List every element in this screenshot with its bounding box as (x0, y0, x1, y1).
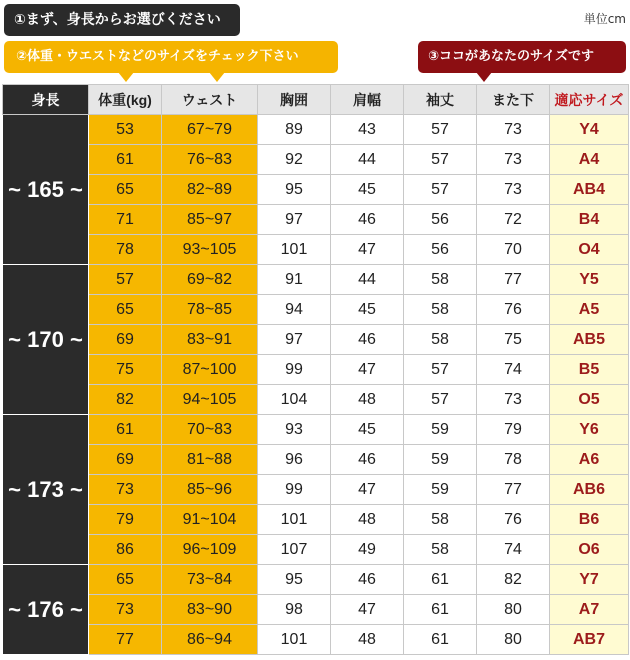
table-row (3, 475, 629, 505)
sleeve-cell: 61 (404, 625, 477, 655)
chest-cell: 97 (258, 205, 331, 235)
inseam-cell: 73 (477, 385, 550, 415)
inseam-cell: 77 (477, 265, 550, 295)
waist-cell: 76~83 (162, 145, 258, 175)
table-row (3, 295, 629, 325)
sleeve-cell: 57 (404, 115, 477, 145)
header-inseam: また下 (477, 85, 550, 115)
fit-size-cell: B5 (550, 355, 629, 385)
header-row (3, 85, 629, 115)
inseam-cell: 72 (477, 205, 550, 235)
sleeve-cell: 61 (404, 595, 477, 625)
chest-cell: 97 (258, 325, 331, 355)
height-group-cell: ~ 170 ~ (3, 265, 89, 415)
shoulder-cell: 47 (331, 235, 404, 265)
table-row (3, 505, 629, 535)
inseam-cell: 70 (477, 235, 550, 265)
sleeve-cell: 57 (404, 355, 477, 385)
header-height: 身長 (3, 85, 89, 115)
fit-size-cell: AB4 (550, 175, 629, 205)
fit-size-cell: Y6 (550, 415, 629, 445)
shoulder-cell: 45 (331, 295, 404, 325)
chest-cell: 92 (258, 145, 331, 175)
chest-cell: 94 (258, 295, 331, 325)
step3-text: ③ココがあなたのサイズです (428, 49, 594, 64)
sleeve-cell: 58 (404, 295, 477, 325)
fit-size-cell: A7 (550, 595, 629, 625)
shoulder-cell: 44 (331, 265, 404, 295)
inseam-cell: 76 (477, 505, 550, 535)
table-row (3, 565, 629, 595)
inseam-cell: 78 (477, 445, 550, 475)
fit-size-cell: B4 (550, 205, 629, 235)
unit-label: 単位cm (583, 12, 626, 26)
waist-cell: 96~109 (162, 535, 258, 565)
chest-cell: 91 (258, 265, 331, 295)
shoulder-cell: 46 (331, 565, 404, 595)
table-row (3, 625, 629, 655)
inseam-cell: 79 (477, 415, 550, 445)
waist-cell: 85~97 (162, 205, 258, 235)
chest-cell: 96 (258, 445, 331, 475)
shoulder-cell: 48 (331, 385, 404, 415)
fit-size-cell: AB7 (550, 625, 629, 655)
chest-cell: 101 (258, 625, 331, 655)
step2-arrow-waist (209, 72, 225, 82)
weight-cell: 61 (89, 145, 162, 175)
sleeve-cell: 57 (404, 145, 477, 175)
chest-cell: 93 (258, 415, 331, 445)
sleeve-cell: 56 (404, 235, 477, 265)
waist-cell: 81~88 (162, 445, 258, 475)
waist-cell: 93~105 (162, 235, 258, 265)
shoulder-cell: 44 (331, 145, 404, 175)
fit-size-cell: O5 (550, 385, 629, 415)
waist-cell: 86~94 (162, 625, 258, 655)
table-row (3, 595, 629, 625)
weight-cell: 77 (89, 625, 162, 655)
weight-cell: 65 (89, 565, 162, 595)
weight-cell: 73 (89, 475, 162, 505)
fit-size-cell: AB5 (550, 325, 629, 355)
waist-cell: 91~104 (162, 505, 258, 535)
shoulder-cell: 48 (331, 505, 404, 535)
header-waist: ウェスト (162, 85, 258, 115)
waist-cell: 82~89 (162, 175, 258, 205)
waist-cell: 94~105 (162, 385, 258, 415)
weight-cell: 86 (89, 535, 162, 565)
chest-cell: 107 (258, 535, 331, 565)
header-chest: 胸囲 (258, 85, 331, 115)
weight-cell: 65 (89, 175, 162, 205)
waist-cell: 83~90 (162, 595, 258, 625)
weight-cell: 69 (89, 325, 162, 355)
weight-cell: 53 (89, 115, 162, 145)
waist-cell: 67~79 (162, 115, 258, 145)
shoulder-cell: 46 (331, 205, 404, 235)
fit-size-cell: AB6 (550, 475, 629, 505)
sleeve-cell: 58 (404, 535, 477, 565)
step3-arrow (476, 72, 492, 82)
waist-cell: 70~83 (162, 415, 258, 445)
shoulder-cell: 48 (331, 625, 404, 655)
weight-cell: 71 (89, 205, 162, 235)
step2-arrow-weight (118, 72, 134, 82)
shoulder-cell: 43 (331, 115, 404, 145)
chest-cell: 99 (258, 355, 331, 385)
waist-cell: 73~84 (162, 565, 258, 595)
chest-cell: 89 (258, 115, 331, 145)
header-fit-size: 適応サイズ (550, 85, 629, 115)
header-shoulder: 肩幅 (331, 85, 404, 115)
inseam-cell: 75 (477, 325, 550, 355)
weight-cell: 82 (89, 385, 162, 415)
sleeve-cell: 57 (404, 175, 477, 205)
height-group-cell: ~ 176 ~ (3, 565, 89, 655)
chest-cell: 95 (258, 175, 331, 205)
sleeve-cell: 59 (404, 415, 477, 445)
weight-cell: 57 (89, 265, 162, 295)
step1-label: ①まず、身長からお選びください (4, 4, 240, 36)
table-row (3, 355, 629, 385)
sleeve-cell: 61 (404, 565, 477, 595)
waist-cell: 85~96 (162, 475, 258, 505)
weight-cell: 79 (89, 505, 162, 535)
sleeve-cell: 59 (404, 445, 477, 475)
sleeve-cell: 58 (404, 325, 477, 355)
weight-cell: 75 (89, 355, 162, 385)
table-row (3, 535, 629, 565)
table-row (3, 115, 629, 145)
waist-cell: 69~82 (162, 265, 258, 295)
inseam-cell: 73 (477, 175, 550, 205)
shoulder-cell: 46 (331, 325, 404, 355)
table-row (3, 325, 629, 355)
inseam-cell: 73 (477, 145, 550, 175)
fit-size-cell: A5 (550, 295, 629, 325)
table-row (3, 175, 629, 205)
weight-cell: 61 (89, 415, 162, 445)
step2-text: ②体重・ウエストなどのサイズをチェック下さい (16, 49, 299, 64)
shoulder-cell: 49 (331, 535, 404, 565)
inseam-cell: 74 (477, 535, 550, 565)
weight-cell: 78 (89, 235, 162, 265)
shoulder-cell: 47 (331, 595, 404, 625)
height-group-cell: ~ 165 ~ (3, 115, 89, 265)
inseam-cell: 80 (477, 595, 550, 625)
weight-cell: 69 (89, 445, 162, 475)
fit-size-cell: Y5 (550, 265, 629, 295)
height-group-cell: ~ 173 ~ (3, 415, 89, 565)
waist-cell: 78~85 (162, 295, 258, 325)
chest-cell: 98 (258, 595, 331, 625)
weight-cell: 73 (89, 595, 162, 625)
fit-size-cell: O4 (550, 235, 629, 265)
chest-cell: 95 (258, 565, 331, 595)
table-body (3, 115, 629, 655)
table-row (3, 235, 629, 265)
shoulder-cell: 47 (331, 475, 404, 505)
header-weight: 体重(kg) (89, 85, 162, 115)
fit-size-cell: O6 (550, 535, 629, 565)
inseam-cell: 74 (477, 355, 550, 385)
table-row (3, 385, 629, 415)
inseam-cell: 76 (477, 295, 550, 325)
fit-size-cell: A6 (550, 445, 629, 475)
inseam-cell: 77 (477, 475, 550, 505)
table-row (3, 415, 629, 445)
fit-size-cell: B6 (550, 505, 629, 535)
step2-label (4, 41, 338, 73)
shoulder-cell: 45 (331, 175, 404, 205)
chest-cell: 101 (258, 235, 331, 265)
fit-size-cell: A4 (550, 145, 629, 175)
inseam-cell: 80 (477, 625, 550, 655)
waist-cell: 83~91 (162, 325, 258, 355)
header-sleeve: 袖丈 (404, 85, 477, 115)
chest-cell: 104 (258, 385, 331, 415)
weight-cell: 65 (89, 295, 162, 325)
chest-cell: 99 (258, 475, 331, 505)
chest-cell: 101 (258, 505, 331, 535)
sleeve-cell: 57 (404, 385, 477, 415)
table-row (3, 145, 629, 175)
sleeve-cell: 59 (404, 475, 477, 505)
fit-size-cell: Y4 (550, 115, 629, 145)
sleeve-cell: 58 (404, 265, 477, 295)
inseam-cell: 82 (477, 565, 550, 595)
fit-size-cell: Y7 (550, 565, 629, 595)
table-row (3, 265, 629, 295)
shoulder-cell: 45 (331, 415, 404, 445)
step3-label (418, 41, 626, 73)
shoulder-cell: 46 (331, 445, 404, 475)
waist-cell: 87~100 (162, 355, 258, 385)
table-row (3, 445, 629, 475)
inseam-cell: 73 (477, 115, 550, 145)
table-row (3, 205, 629, 235)
shoulder-cell: 47 (331, 355, 404, 385)
size-table (2, 84, 629, 655)
sleeve-cell: 56 (404, 205, 477, 235)
sleeve-cell: 58 (404, 505, 477, 535)
